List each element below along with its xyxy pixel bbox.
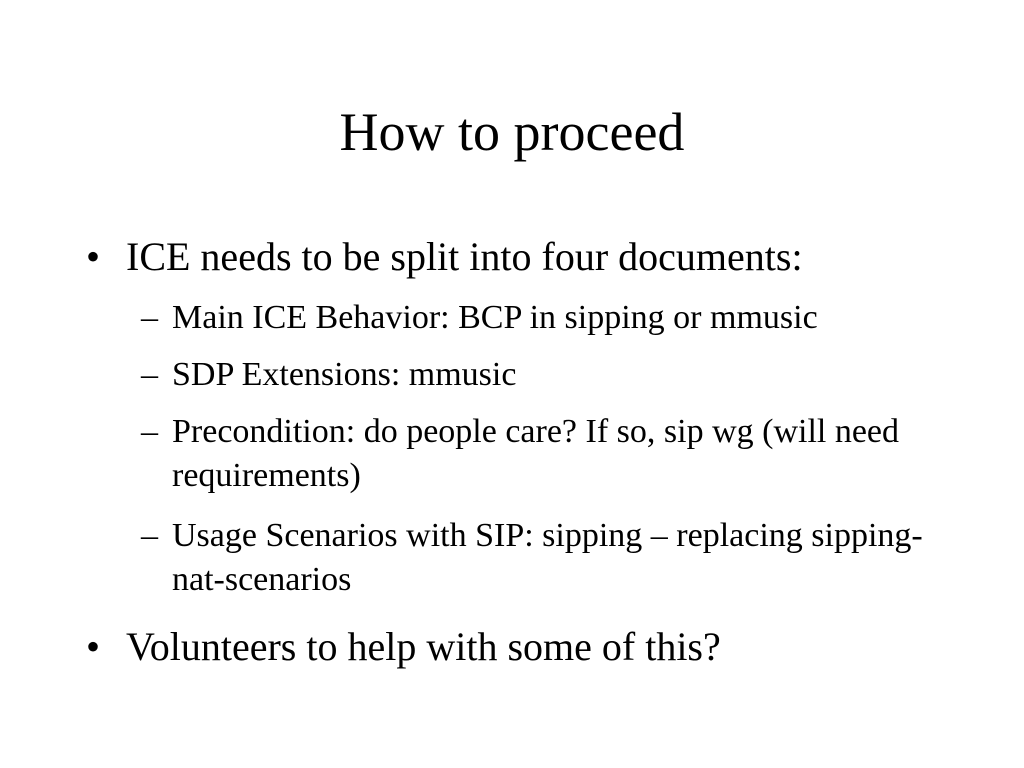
bullet-icon: •: [86, 624, 101, 669]
subitem-1-3-text: Precondition: do people care? If so, sip wg (will need requirements): [172, 413, 900, 494]
bullet-item-1-text: ICE needs to be split into four documents:: [126, 234, 803, 279]
dash-icon: –: [141, 517, 158, 554]
dash-icon: –: [141, 299, 158, 336]
dash-icon: –: [141, 413, 158, 450]
dash-icon: –: [141, 356, 158, 393]
subitem-1-4-text: Usage Scenarios with SIP: sipping – replacing sipping-nat-scenarios: [172, 517, 923, 598]
subitem-1-2-text: SDP Extensions: mmusic: [172, 356, 517, 393]
bullet-icon: •: [86, 234, 101, 279]
slide-title: How to proceed: [339, 102, 685, 162]
subitem-1-1-text: Main ICE Behavior: BCP in sipping or mmusic: [172, 299, 818, 336]
bullet-item-2-text: Volunteers to help with some of this?: [126, 624, 721, 669]
